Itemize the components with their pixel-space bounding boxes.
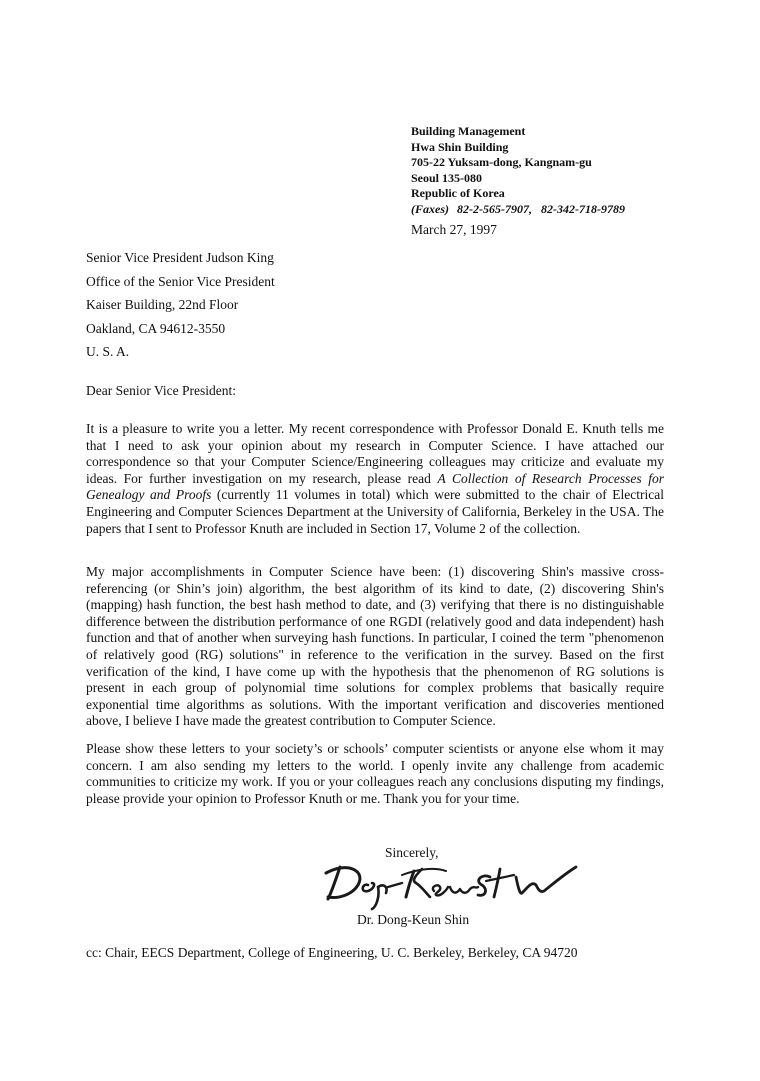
recipient-city: Oakland, CA 94612-3550 — [86, 320, 226, 336]
recipient-country: U. S. A. — [86, 344, 130, 360]
signer-name: Dr. Dong-Keun Shin — [357, 912, 470, 927]
cc-line: cc: Chair, EECS Department, College of Engineering, U. C. Berkeley, Berkeley, CA 94720 — [86, 945, 578, 960]
closing: Sincerely, — [385, 845, 439, 860]
sender-address-block — [411, 124, 625, 217]
fax-numbers: 82-2-565-7907, 82-342-718-9789 — [457, 201, 625, 216]
sender-building: Hwa Shin Building — [411, 139, 509, 154]
sender-street: 705-22 Yuksam-dong, Kangnam-gu — [411, 155, 592, 169]
sender-fax-line — [411, 202, 625, 218]
recipient-building: Kaiser Building, 22nd Floor — [86, 297, 239, 313]
fax-label: (Faxes) — [411, 201, 449, 216]
sender-city: Seoul 135-080 — [411, 170, 483, 185]
collection-title: A Collection of Research Processes for Genealogy and Proofs — [86, 470, 664, 503]
paragraph-1-text-b: (currently 11 volumes in total) which were submitted to the chair of Electrical Engineering and Computer Sciences Department at the University of California, Berkeley in the USA. The papers that I sent to Professor Knuth are included in Section 17, Volume 2 of the collection. — [86, 487, 664, 536]
recipient-address-block — [86, 246, 275, 364]
handwritten-signature — [318, 853, 588, 911]
recipient-name: Senior Vice President Judson King — [86, 250, 274, 265]
body-paragraph-2: My major accomplishments in Computer Science have been: (1) discovering Shin's massive cross-referencing (or Shin’s join) algorithm, the best algorithm of its kind to date, (2) discovering Shin's (mapping) hash function, the best hash method to date, and (3) verifying that there is no distinguishable difference between the distribution performance of one RGDI (relatively good and data independent) hash function and that of another when surveying hash functions. In particular, I coined the term "phenomenon of relatively good (RG) solutions" in reference to the verification in the survey. Based on the first verification of the kind, I have come up with the hypothesis that the phenomenon of RG solutions is present in each group of polynomial time solutions for complex problems that basically require exponential time algorithms as solutions. With the important verification and discoveries mentioned above, I believe I have made the greatest contribution to Computer Science. — [86, 564, 664, 729]
paragraph-1-text-a: It is a pleasure to write you a letter. My recent correspondence with Professor Donald E. Knuth tells me that I need to ask your opinion about my research in Computer Science. I have attached our correspondence so that your Computer Science/Engineering colleagues may criticize and evaluate my ideas. For further investigation on my research, please read — [86, 421, 664, 486]
letter-date: March 27, 1997 — [411, 222, 497, 237]
body-paragraph-1 — [86, 421, 664, 537]
body-paragraph-3: Please show these letters to your society’s or schools’ computer scientists or anyone else whom it may concern. I am also sending my letters to the world. I openly invite any challenge from academic communities to criticize my work. If you or your colleagues reach any conclusions disputing my findings, please provide your opinion to Professor Knuth or me. Thank you for your time. — [86, 741, 664, 806]
sender-country: Republic of Korea — [411, 186, 505, 200]
salutation: Dear Senior Vice President: — [86, 383, 237, 398]
sender-org: Building Management — [411, 124, 526, 138]
recipient-office: Office of the Senior Vice President — [86, 273, 275, 289]
